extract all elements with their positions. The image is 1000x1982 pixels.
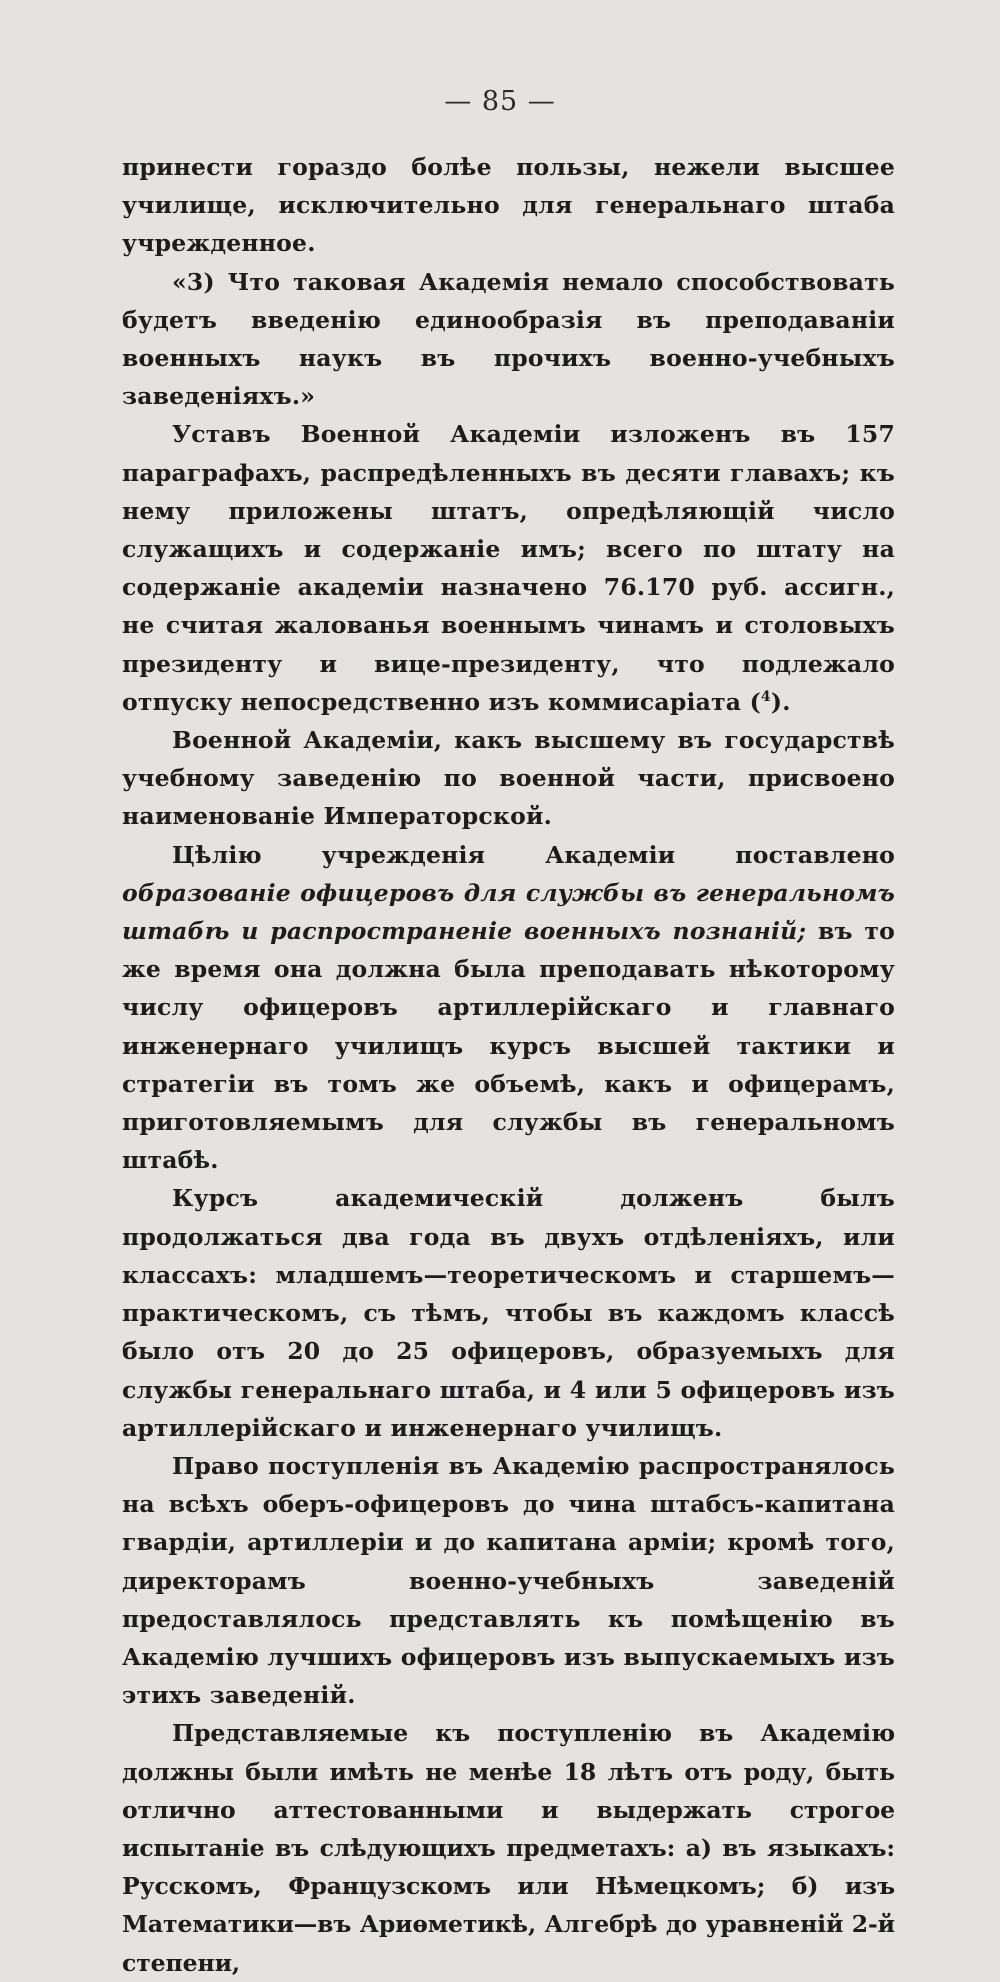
paragraph-purpose: [122, 836, 895, 1180]
paragraph-imperial-title: Военной Академіи, какъ высшему въ государствѣ учебному заведенію по военной части, присвоено наименованіе Императорской.: [122, 726, 895, 831]
paragraph-purpose-rest: въ то же время она должна была преподавать нѣкоторому числу офицеровъ артиллерійскаго и главнаго инженернаго училищъ курсъ высшей тактики и стратегіи въ томъ же объемѣ, какъ и офицерамъ, приготовляемымъ для службы въ генеральномъ штабѣ.: [122, 917, 895, 1175]
paragraph-requirements: Представляемые къ поступленію въ Академію должны были имѣть не менѣе 18 лѣтъ отъ роду, быть отлично аттестованными и выдержать строгое испытаніе въ слѣдующихъ предметахъ: а) въ языкахъ: Русскомъ, Французскомъ или Нѣмецкомъ; б) изъ Математики—въ Ариѳметикѣ, Алгебрѣ до уравненій 2-й степени,: [122, 1719, 895, 1977]
paragraph-quote-point-3: «3) Что таковая Академія немало способствовать будетъ введенію единообразія въ преподаваніи военныхъ наукъ въ прочихъ военно-учебныхъ заведеніяхъ.»: [122, 267, 895, 411]
footnote-ref[interactable]: 4: [760, 689, 771, 706]
paragraph-statute: [122, 415, 895, 721]
paragraph-statute-text: Уставъ Военной Академіи изложенъ въ 157 параграфахъ, распредѣленныхъ въ десяти главахъ; къ нему приложены штатъ, опредѣляющій число служащихъ и содержаніе имъ; всего по штату на содержаніе академіи назначено 76.170 руб. ассигн., не считая жалованья военнымъ чинамъ и столовыхъ президенту и вице-президенту, что подлежало отпуску непосредственно изъ коммисаріата (: [122, 420, 895, 716]
paragraph-purpose-lead: Цѣлію учрежденія Академіи поставлено: [172, 840, 895, 869]
body-text: [122, 148, 895, 1982]
page-number: — 85 —: [444, 86, 556, 117]
paragraph-purpose-emphasis: образованіе офицеровъ для службы въ генеральномъ штабѣ и распространеніе военныхъ познаній;: [122, 878, 895, 946]
paragraph-continuation: принести гораздо болѣе пользы, нежели высшее училище, исключительно для генеральнаго штаба учрежденное.: [122, 153, 895, 258]
paragraph-course: Курсъ академическій долженъ былъ продолжаться два года въ двухъ отдѣленіяхъ, или классахъ: младшемъ—теоретическомъ и старшемъ—практическомъ, съ тѣмъ, чтобы въ каждомъ классѣ было отъ 20 до 25 офицеровъ, образуемыхъ для службы генеральнаго штаба, и 4 или 5 офицеровъ изъ артиллерійскаго и инженернаго училищъ.: [122, 1184, 895, 1442]
paragraph-statute-end: ).: [770, 687, 791, 716]
paragraph-admission-right: Право поступленія въ Академію распространялось на всѣхъ оберъ-офицеровъ до чина штабсъ-капитана гвардіи, артиллеріи и до капитана арміи; кромѣ того, директорамъ военно-учебныхъ заведеній предоставлялось представлять къ помѣщенію въ Академію лучшихъ офицеровъ изъ выпускаемыхъ изъ этихъ заведеній.: [122, 1451, 895, 1710]
